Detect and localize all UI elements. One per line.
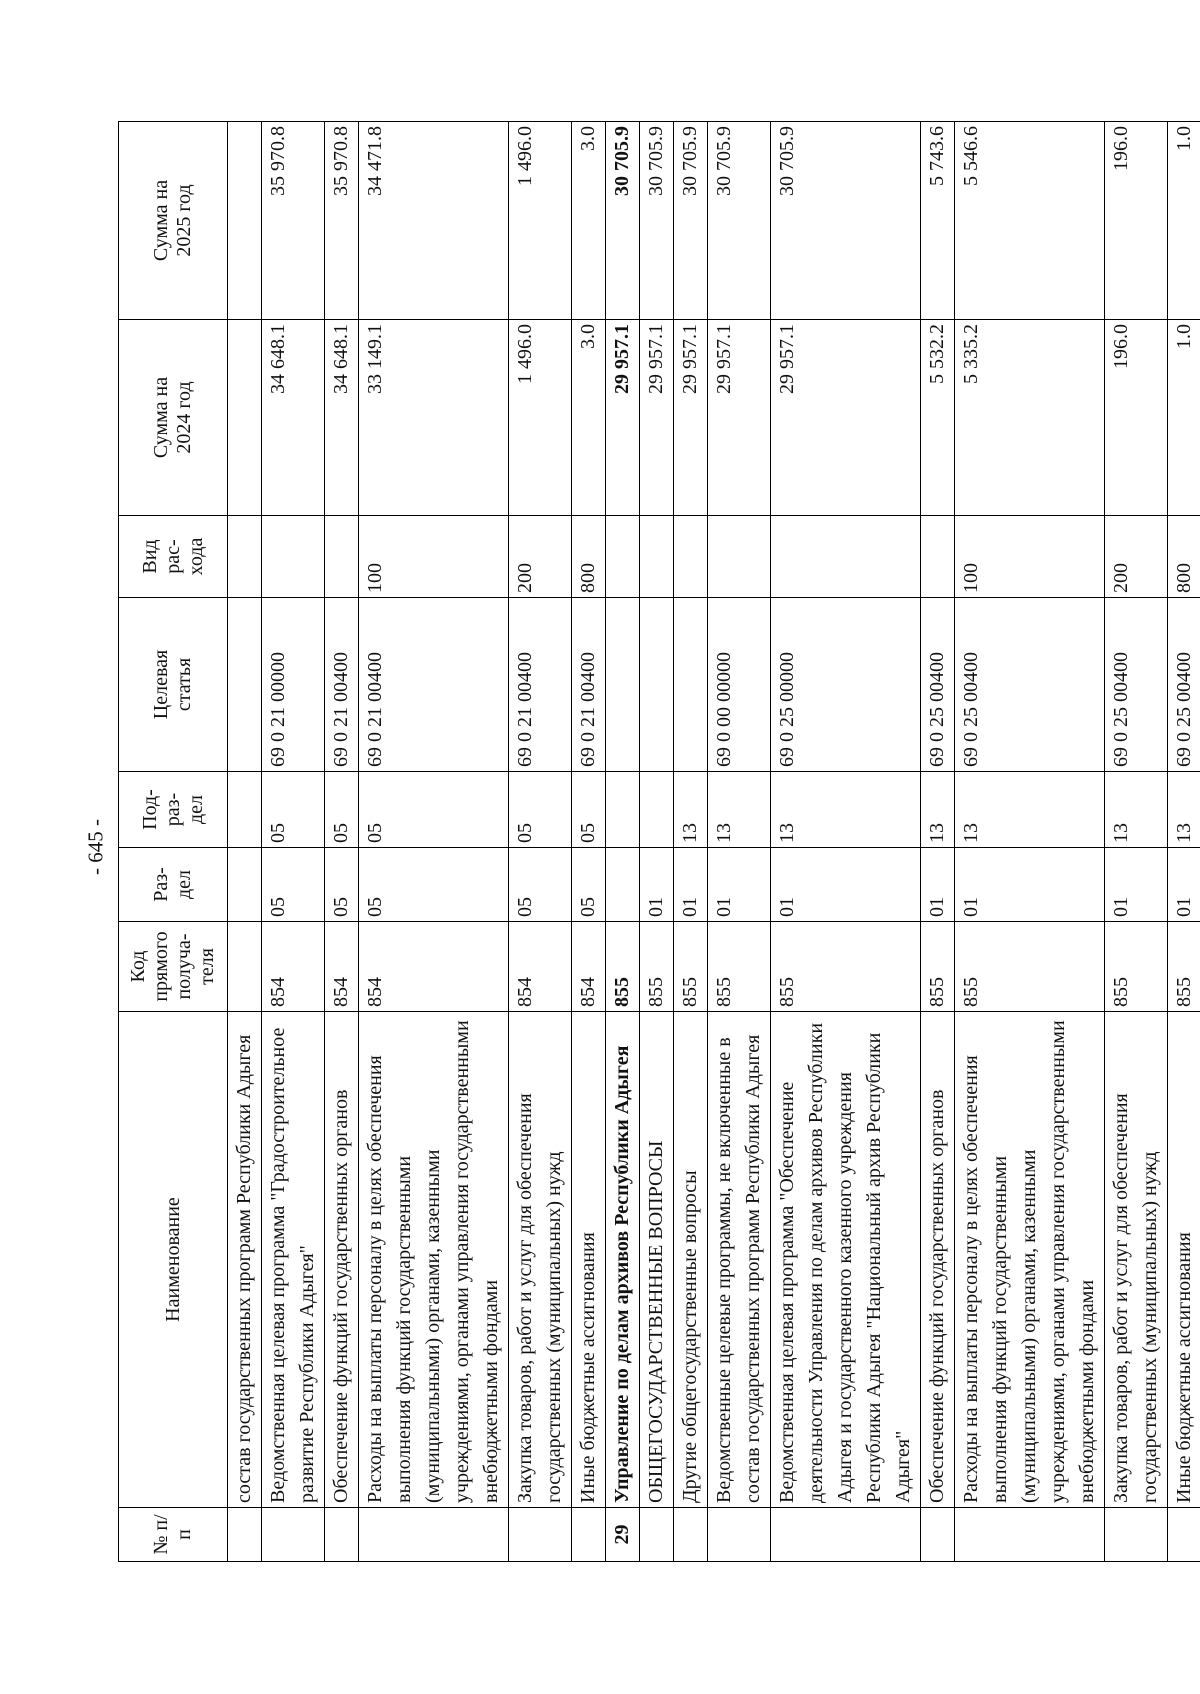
- cell-recipient-code: 855: [921, 922, 955, 1012]
- cell-expense-type: [921, 516, 955, 598]
- cell-sum-2024: 29 957.1: [606, 320, 640, 516]
- table-row: [640, 122, 674, 1562]
- cell-recipient-code: 855: [674, 922, 708, 1012]
- cell-subsection: [228, 772, 262, 848]
- cell-num: [509, 1508, 572, 1562]
- cell-sum-2025: 34 471.8: [359, 122, 509, 320]
- cell-sum-2024: 1.0: [1168, 320, 1200, 516]
- cell-expense-type: [771, 516, 921, 598]
- cell-sum-2025: 30 705.9: [771, 122, 921, 320]
- cell-sum-2025: 3.0: [572, 122, 606, 320]
- cell-subsection: [606, 772, 640, 848]
- cell-target-article: 69 0 25 00000: [771, 598, 921, 772]
- header-sum-2024: Сумма на 2024 год: [119, 320, 228, 516]
- cell-sum-2025: 35 970.8: [325, 122, 359, 320]
- cell-sum-2024: 1 496.0: [509, 320, 572, 516]
- cell-expense-type: 800: [1168, 516, 1200, 598]
- cell-num: [325, 1508, 359, 1562]
- table-row: [771, 122, 921, 1562]
- cell-sum-2024: 5 335.2: [955, 320, 1105, 516]
- cell-recipient-code: 855: [1168, 922, 1200, 1012]
- cell-expense-type: 100: [359, 516, 509, 598]
- cell-recipient-code: 854: [572, 922, 606, 1012]
- cell-target-article: 69 0 25 00400: [921, 598, 955, 772]
- cell-name: Иные бюджетные ассигнования: [572, 1012, 606, 1508]
- cell-num: [572, 1508, 606, 1562]
- cell-name: Расходы на выплаты персоналу в целях обеспечения выполнения функций государственными (муниципальными) органами, казенными учреждениями, органами управления государственными внебюджетными фондами: [955, 1012, 1105, 1508]
- cell-recipient-code: 855: [606, 922, 640, 1012]
- cell-name: Иные бюджетные ассигнования: [1168, 1012, 1200, 1508]
- cell-expense-type: [606, 516, 640, 598]
- table-row: [674, 122, 708, 1562]
- cell-subsection: 05: [359, 772, 509, 848]
- cell-expense-type: 800: [572, 516, 606, 598]
- cell-subsection: 13: [1168, 772, 1200, 848]
- cell-sum-2024: 34 648.1: [262, 320, 325, 516]
- cell-num: [1168, 1508, 1200, 1562]
- cell-num: [921, 1508, 955, 1562]
- cell-recipient-code: 854: [359, 922, 509, 1012]
- cell-section: 01: [640, 848, 674, 922]
- cell-sum-2025: 30 705.9: [640, 122, 674, 320]
- table-body: [228, 122, 1200, 1562]
- cell-name: Ведомственная целевая программа "Градостроительное развитие Республики Адыгея": [262, 1012, 325, 1508]
- cell-recipient-code: [228, 922, 262, 1012]
- header-num: № п/п: [119, 1508, 228, 1562]
- cell-expense-type: [262, 516, 325, 598]
- table-row: [955, 122, 1105, 1562]
- cell-sum-2025: 30 705.9: [606, 122, 640, 320]
- cell-sum-2024: 196.0: [1105, 320, 1168, 516]
- cell-name: Управление по делам архивов Республики Адыгея: [606, 1012, 640, 1508]
- header-section: Раз- дел: [119, 848, 228, 922]
- page-number: - 645 -: [83, 819, 108, 875]
- cell-section: 05: [359, 848, 509, 922]
- cell-section: 01: [921, 848, 955, 922]
- cell-sum-2025: 1 496.0: [509, 122, 572, 320]
- cell-name: Другие общегосударственные вопросы: [674, 1012, 708, 1508]
- table-row: [921, 122, 955, 1562]
- cell-expense-type: 200: [509, 516, 572, 598]
- cell-expense-type: [674, 516, 708, 598]
- table-row: [606, 122, 640, 1562]
- cell-name: Закупка товаров, работ и услуг для обеспечения государственных (муниципальных) нужд: [1105, 1012, 1168, 1508]
- table-row: [262, 122, 325, 1562]
- cell-num: [640, 1508, 674, 1562]
- cell-sum-2024: [228, 320, 262, 516]
- cell-sum-2024: 29 957.1: [771, 320, 921, 516]
- table-row: [708, 122, 771, 1562]
- cell-name: ОБЩЕГОСУДАРСТВЕННЫЕ ВОПРОСЫ: [640, 1012, 674, 1508]
- cell-section: [606, 848, 640, 922]
- header-name: Наименование: [119, 1012, 228, 1508]
- cell-section: 05: [509, 848, 572, 922]
- cell-sum-2025: [228, 122, 262, 320]
- cell-sum-2025: 196.0: [1105, 122, 1168, 320]
- cell-target-article: 69 0 21 00400: [359, 598, 509, 772]
- cell-expense-type: [640, 516, 674, 598]
- cell-recipient-code: 855: [708, 922, 771, 1012]
- cell-subsection: 13: [708, 772, 771, 848]
- cell-section: 01: [955, 848, 1105, 922]
- cell-name: Закупка товаров, работ и услуг для обеспечения государственных (муниципальных) нужд: [509, 1012, 572, 1508]
- header-subsection: Под- раз- дел: [119, 772, 228, 848]
- cell-subsection: 05: [262, 772, 325, 848]
- cell-target-article: [674, 598, 708, 772]
- cell-sum-2024: 29 957.1: [674, 320, 708, 516]
- cell-subsection: 13: [1105, 772, 1168, 848]
- cell-recipient-code: 854: [509, 922, 572, 1012]
- cell-sum-2024: 33 149.1: [359, 320, 509, 516]
- table-row: [509, 122, 572, 1562]
- cell-subsection: 13: [771, 772, 921, 848]
- cell-expense-type: 200: [1105, 516, 1168, 598]
- cell-target-article: [606, 598, 640, 772]
- table-row: [1168, 122, 1200, 1562]
- cell-section: 01: [1168, 848, 1200, 922]
- cell-target-article: 69 0 25 00400: [1168, 598, 1200, 772]
- cell-section: 01: [674, 848, 708, 922]
- table-header-row: [119, 122, 228, 1562]
- cell-subsection: 05: [509, 772, 572, 848]
- cell-subsection: [640, 772, 674, 848]
- cell-recipient-code: 855: [771, 922, 921, 1012]
- cell-sum-2024: 29 957.1: [640, 320, 674, 516]
- cell-section: 05: [572, 848, 606, 922]
- cell-section: 01: [1105, 848, 1168, 922]
- cell-subsection: 13: [921, 772, 955, 848]
- cell-sum-2025: 1.0: [1168, 122, 1200, 320]
- cell-expense-type: [708, 516, 771, 598]
- table-row: [1105, 122, 1168, 1562]
- cell-section: [228, 848, 262, 922]
- budget-table: [118, 121, 1200, 1562]
- cell-name: Обеспечение функций государственных органов: [921, 1012, 955, 1508]
- cell-expense-type: [228, 516, 262, 598]
- cell-name: Ведомственные целевые программы, не включенные в состав государственных программ Республики Адыгея: [708, 1012, 771, 1508]
- cell-target-article: 69 0 21 00400: [572, 598, 606, 772]
- cell-name: Расходы на выплаты персоналу в целях обеспечения выполнения функций государственными (муниципальными) органами, казенными учреждениями, органами управления государственными внебюджетными фондами: [359, 1012, 509, 1508]
- cell-recipient-code: 855: [1105, 922, 1168, 1012]
- table-row: [325, 122, 359, 1562]
- cell-sum-2025: 30 705.9: [674, 122, 708, 320]
- cell-name: Ведомственная целевая программа "Обеспечение деятельности Управления по делам архивов Республики Адыгея и государственного казенного учреждения Республики Адыгея "Национальный архив Республики Адыгея": [771, 1012, 921, 1508]
- cell-recipient-code: 854: [262, 922, 325, 1012]
- cell-target-article: 69 0 21 00400: [509, 598, 572, 772]
- cell-sum-2025: 5 743.6: [921, 122, 955, 320]
- cell-subsection: 13: [955, 772, 1105, 848]
- cell-section: 05: [325, 848, 359, 922]
- cell-recipient-code: 855: [640, 922, 674, 1012]
- cell-recipient-code: 854: [325, 922, 359, 1012]
- cell-num: [708, 1508, 771, 1562]
- cell-recipient-code: 855: [955, 922, 1105, 1012]
- cell-subsection: 05: [572, 772, 606, 848]
- cell-target-article: [640, 598, 674, 772]
- cell-target-article: [228, 598, 262, 772]
- cell-num: 29: [606, 1508, 640, 1562]
- cell-section: 05: [262, 848, 325, 922]
- cell-section: 01: [708, 848, 771, 922]
- table-row: [572, 122, 606, 1562]
- cell-target-article: 69 0 00 00000: [708, 598, 771, 772]
- cell-num: [955, 1508, 1105, 1562]
- header-sum-2025: Сумма на 2025 год: [119, 122, 228, 320]
- header-recipient: Код прямого получа- теля: [119, 922, 228, 1012]
- cell-subsection: 05: [325, 772, 359, 848]
- cell-num: [359, 1508, 509, 1562]
- rotated-page-body: [118, 122, 1195, 1562]
- cell-sum-2025: 30 705.9: [708, 122, 771, 320]
- table-row: [228, 122, 262, 1562]
- header-expense: Вид рас- хода: [119, 516, 228, 598]
- cell-sum-2024: 29 957.1: [708, 320, 771, 516]
- cell-sum-2024: 5 532.2: [921, 320, 955, 516]
- cell-num: [674, 1508, 708, 1562]
- cell-expense-type: [325, 516, 359, 598]
- cell-num: [262, 1508, 325, 1562]
- cell-num: [771, 1508, 921, 1562]
- cell-num: [1105, 1508, 1168, 1562]
- table-row: [359, 122, 509, 1562]
- cell-target-article: 69 0 25 00400: [1105, 598, 1168, 772]
- cell-sum-2025: 5 546.6: [955, 122, 1105, 320]
- cell-sum-2024: 3.0: [572, 320, 606, 516]
- cell-target-article: 69 0 25 00400: [955, 598, 1105, 772]
- cell-sum-2025: 35 970.8: [262, 122, 325, 320]
- cell-target-article: 69 0 21 00400: [325, 598, 359, 772]
- cell-sum-2024: 34 648.1: [325, 320, 359, 516]
- header-target: Целевая статья: [119, 598, 228, 772]
- cell-subsection: 13: [674, 772, 708, 848]
- cell-section: 01: [771, 848, 921, 922]
- cell-name: состав государственных программ Республики Адыгея: [228, 1012, 262, 1508]
- cell-num: [228, 1508, 262, 1562]
- cell-name: Обеспечение функций государственных органов: [325, 1012, 359, 1508]
- cell-target-article: 69 0 21 00000: [262, 598, 325, 772]
- cell-expense-type: 100: [955, 516, 1105, 598]
